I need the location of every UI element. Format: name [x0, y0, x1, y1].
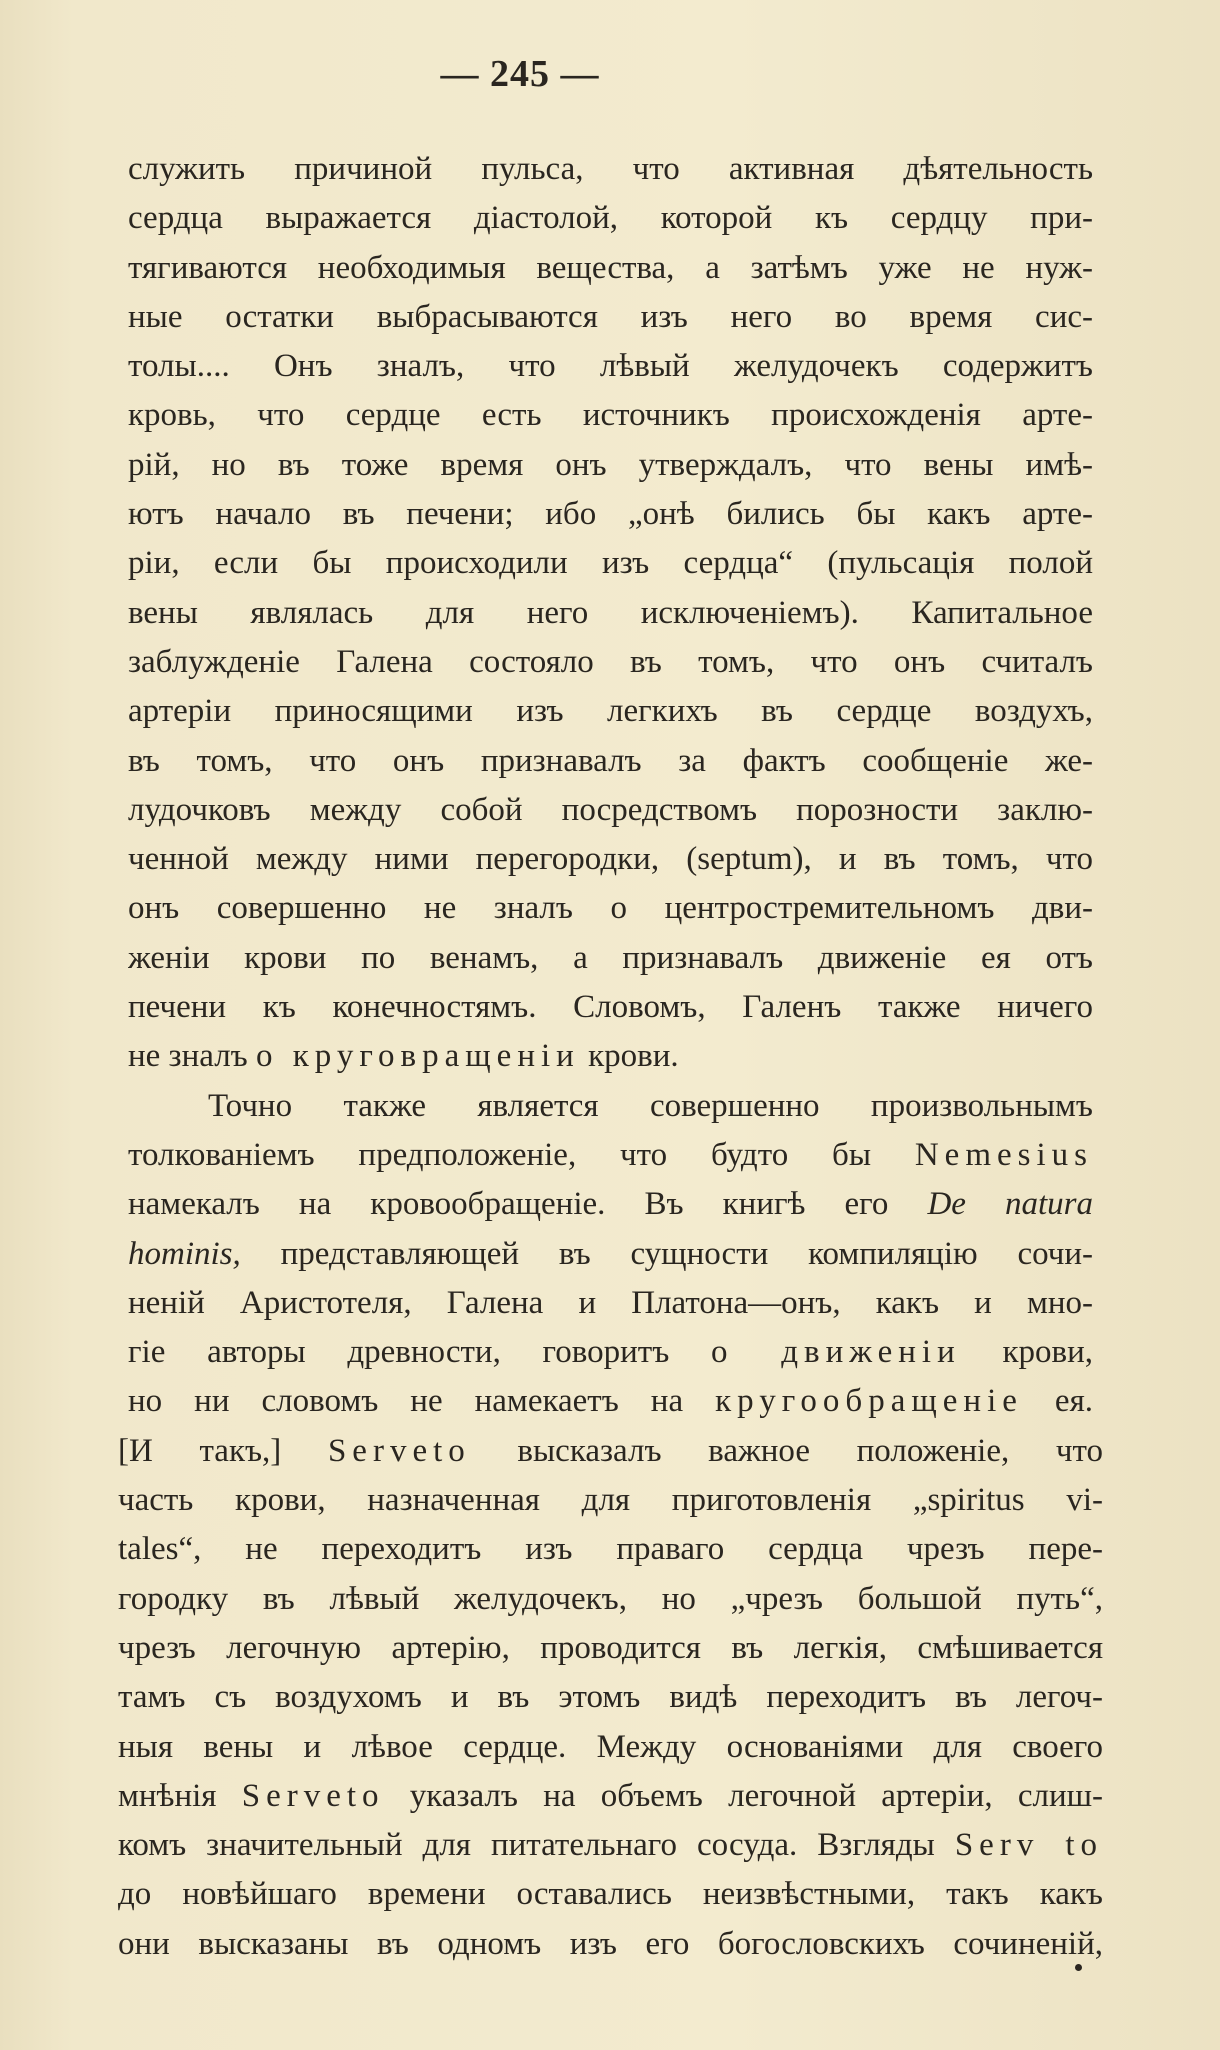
page-number: — 245 —	[440, 53, 600, 95]
ink-dot	[1075, 1964, 1082, 1971]
text-line: заблужденіе Галена состояло въ томъ, что онъ считалъ	[128, 643, 1093, 680]
text-fragment: гіе авторы древности, говоритъ	[128, 1334, 711, 1371]
text-fragment: [И такъ,]	[118, 1432, 328, 1469]
text-line: вены являлась для него исключеніемъ). Капитальное	[128, 594, 1093, 631]
text-line	[118, 1772, 1103, 1821]
text-fragment: комъ значительный для питательнаго сосуда. Взгляды	[118, 1827, 955, 1864]
text-line: женіи крови по венамъ, а признавалъ движеніе ея отъ	[128, 939, 1093, 976]
text-line: чрезъ легочную артерію, проводится въ легкія, смѣшивается	[118, 1629, 1103, 1666]
text-line: до новѣйшаго времени оставались неизвѣстными, такъ какъ	[118, 1876, 1103, 1913]
spaced-emphasis: кругообращеніе	[715, 1383, 1023, 1420]
text-line: ные остатки выбрасываются изъ него во время сис-	[128, 298, 1093, 335]
text-line: они высказаны въ одномъ изъ его богословскихъ сочиненій,	[118, 1925, 1103, 1962]
text-line: неній Аристотеля, Галена и Платона—онъ, какъ и мно-	[128, 1284, 1093, 1321]
text-fragment: не зналъ	[128, 1038, 256, 1075]
italic-title: hominis,	[128, 1235, 241, 1272]
text-line: въ томъ, что онъ признавалъ за фактъ сообщеніе же-	[128, 742, 1093, 779]
text-line: тамъ съ воздухомъ и въ этомъ видѣ переходитъ въ легоч-	[118, 1679, 1103, 1716]
text-line: служить причиной пульса, что активная дѣятельность	[128, 151, 1093, 187]
text-line	[128, 1180, 1093, 1229]
text-line: лудочковъ между собой посредствомъ порозности заклю-	[128, 791, 1093, 828]
text-line: толы.... Онъ зналъ, что лѣвый желудочекъ содержитъ	[128, 348, 1093, 385]
text-fragment: представляющей въ сущности компиляцію сочи-	[240, 1235, 1093, 1272]
paragraph-1	[128, 145, 1093, 1082]
text-line	[118, 1427, 1103, 1476]
text-fragment: высказалъ важное положеніе, что	[470, 1432, 1103, 1469]
text-fragment: крови,	[960, 1334, 1093, 1371]
text-line: артеріи приносящими изъ легкихъ въ сердце воздухъ,	[128, 693, 1093, 730]
spaced-emphasis: Serv to	[954, 1827, 1103, 1864]
spaced-emphasis: Serveto	[241, 1777, 385, 1814]
text-line: часть крови, назначенная для приготовленія „spiritus vi-	[118, 1482, 1103, 1519]
text-fragment: мнѣнія	[118, 1777, 242, 1814]
text-fragment: ея.	[1022, 1383, 1093, 1420]
text-line: ченной между ними перегородки, (septum), и въ томъ, что	[128, 841, 1093, 878]
text-line: ныя вены и лѣвое сердце. Между основаніями для своего	[118, 1728, 1103, 1765]
text-line	[128, 1230, 1093, 1279]
text-line: сердца выражается діастолой, которой къ сердцу при-	[128, 200, 1093, 237]
text-fragment: толкованіемъ предположеніе, что будто бы	[128, 1136, 915, 1173]
text-line	[128, 1377, 1093, 1426]
text-line: ріи, если бы происходили изъ сердца“ (пульсація полой	[128, 545, 1093, 582]
text-line: онъ совершенно не зналъ о центростремительномъ дви-	[128, 890, 1093, 927]
text-line: кровь, что сердце есть источникъ происхожденія арте-	[128, 397, 1093, 434]
italic-title: De natura	[927, 1186, 1093, 1223]
spaced-emphasis: Serveto	[327, 1432, 471, 1469]
text-fragment: указалъ на объемъ легочной артеріи, слиш-	[384, 1777, 1103, 1814]
text-line	[118, 1821, 1103, 1870]
text-line: печени къ конечностямъ. Словомъ, Галенъ также ничего	[128, 989, 1093, 1026]
body-text	[118, 145, 1103, 1969]
text-line	[128, 1032, 1093, 1081]
text-line: Точно также является совершенно произвольнымъ	[208, 1087, 1093, 1124]
paragraph-3	[118, 1427, 1103, 1969]
text-line: ютъ начало въ печени; ибо „онѣ бились бы какъ арте-	[128, 496, 1093, 533]
text-line: тягиваются необходимыя вещества, а затѣмъ уже не нуж-	[128, 249, 1093, 286]
text-fragment: намекалъ на кровообращеніе. Въ книгѣ его	[128, 1186, 928, 1223]
text-line: tales“, не переходитъ изъ праваго сердца чрезъ пере-	[118, 1531, 1103, 1568]
text-fragment: но ни словомъ не намекаетъ на	[128, 1383, 716, 1420]
text-line: рій, но въ тоже время онъ утверждалъ, что вены имѣ-	[128, 446, 1093, 483]
text-line	[128, 1131, 1093, 1180]
text-fragment: крови.	[579, 1038, 679, 1075]
text-line	[128, 1328, 1093, 1377]
spaced-emphasis: о круговращеніи	[255, 1038, 580, 1075]
text-line: городку въ лѣвый желудочекъ, но „чрезъ большой путь“,	[118, 1580, 1103, 1617]
paragraph-2	[128, 1082, 1093, 1427]
spaced-emphasis: о движеніи	[710, 1334, 961, 1371]
spaced-emphasis: Nemesius	[914, 1136, 1093, 1173]
